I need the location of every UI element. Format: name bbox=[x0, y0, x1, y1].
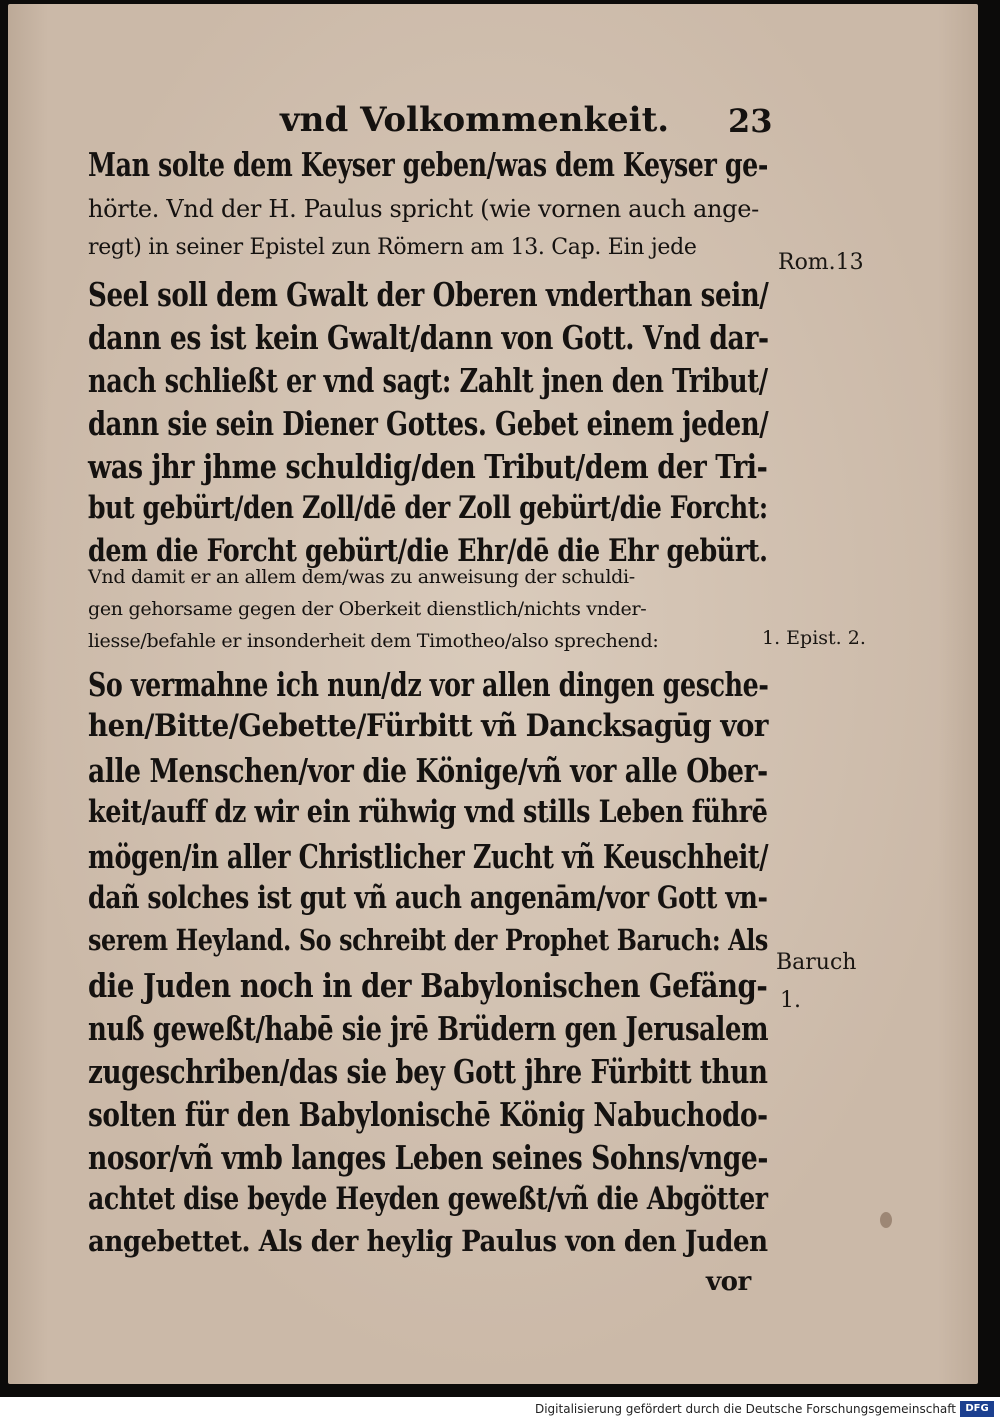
stain-mark bbox=[880, 1212, 892, 1228]
text-line: mögen/in aller Christlicher Zucht vñ Keuschheit/ bbox=[88, 837, 769, 876]
text-line: nosor/vñ vmb langes Leben seines Sohns/vnge- bbox=[88, 1138, 768, 1177]
footer-credit: Digitalisierung gefördert durch die Deutsche Forschungsgemeinschaft bbox=[534, 1402, 956, 1416]
text-line: dañ solches ist gut vñ auch angenām/vor Gott vn- bbox=[88, 880, 768, 916]
text-line: dann sie sein Diener Gottes. Gebet einem jeden/ bbox=[88, 404, 769, 443]
text-line: Vnd damit er an allem dem/was zu anweisung der schuldi- bbox=[88, 566, 635, 588]
margin-note: Rom.13 bbox=[778, 250, 864, 275]
text-line: liesse/befahle er insonderheit dem Timotheo/also sprechend: bbox=[88, 630, 659, 652]
text-line: was jhr jhme schuldig/den Tribut/dem der Tri- bbox=[88, 447, 768, 486]
text-line: angebettet. Als der heylig Paulus von den Juden bbox=[88, 1224, 768, 1258]
text-line: nach schließt er vnd sagt: Zahlt jnen den Tribut/ bbox=[88, 361, 768, 400]
text-line: die Juden noch in der Babylonischen Gefäng- bbox=[88, 966, 768, 1005]
text-line: Seel soll dem Gwalt der Oberen vnderthan sein/ bbox=[88, 275, 769, 314]
text-line: achtet dise beyde Heyden geweßt/vñ die Abgötter bbox=[88, 1181, 768, 1217]
text-line: regt) in seiner Epistel zun Römern am 13. Cap. Ein jede bbox=[88, 235, 697, 260]
catchword: vor bbox=[706, 1267, 751, 1297]
text-line: zugeschriben/das sie bey Gott jhre Fürbitt thun bbox=[88, 1052, 768, 1091]
text-line: solten für den Babylonischē König Nabuchodo- bbox=[88, 1095, 768, 1134]
text-line: but gebürt/den Zoll/dē der Zoll gebürt/die Forcht: bbox=[88, 490, 768, 526]
text-line: hen/Bitte/Gebette/Fürbitt vñ Dancksagūg vor bbox=[88, 708, 769, 744]
text-line: alle Menschen/vor die Könige/vñ vor alle Ober- bbox=[88, 751, 768, 790]
margin-note: Baruch bbox=[776, 950, 857, 975]
text-line: nuß geweßt/habē sie jrē Brüdern gen Jerusalem bbox=[88, 1009, 769, 1048]
text-line: serem Heyland. So schreibt der Prophet Baruch: Als bbox=[88, 923, 768, 957]
text-line: keit/auff dz wir ein rühwig vnd stills Leben führē bbox=[88, 794, 768, 830]
dfg-logo: DFG bbox=[960, 1401, 994, 1417]
text-line: Man solte dem Keyser geben/was dem Keyser ge- bbox=[88, 145, 768, 184]
text-line: dann es ist kein Gwalt/dann von Gott. Vnd dar- bbox=[88, 318, 769, 357]
text-line: So vermahne ich nun/dz vor allen dingen gesche- bbox=[88, 665, 769, 704]
text-line: gen gehorsame gegen der Oberkeit dienstlich/nichts vnder- bbox=[88, 598, 647, 620]
footer-bar bbox=[0, 1397, 1000, 1423]
running-header: vnd Volkommenkeit. bbox=[280, 100, 670, 140]
text-line: hörte. Vnd der H. Paulus spricht (wie vornen auch ange- bbox=[88, 195, 759, 223]
page-number: 23 bbox=[728, 102, 773, 140]
margin-note: 1. bbox=[780, 988, 801, 1013]
text-line: dem die Forcht gebürt/die Ehr/dē die Ehr gebürt. bbox=[88, 533, 768, 569]
margin-note: 1. Epist. 2. bbox=[762, 627, 866, 649]
